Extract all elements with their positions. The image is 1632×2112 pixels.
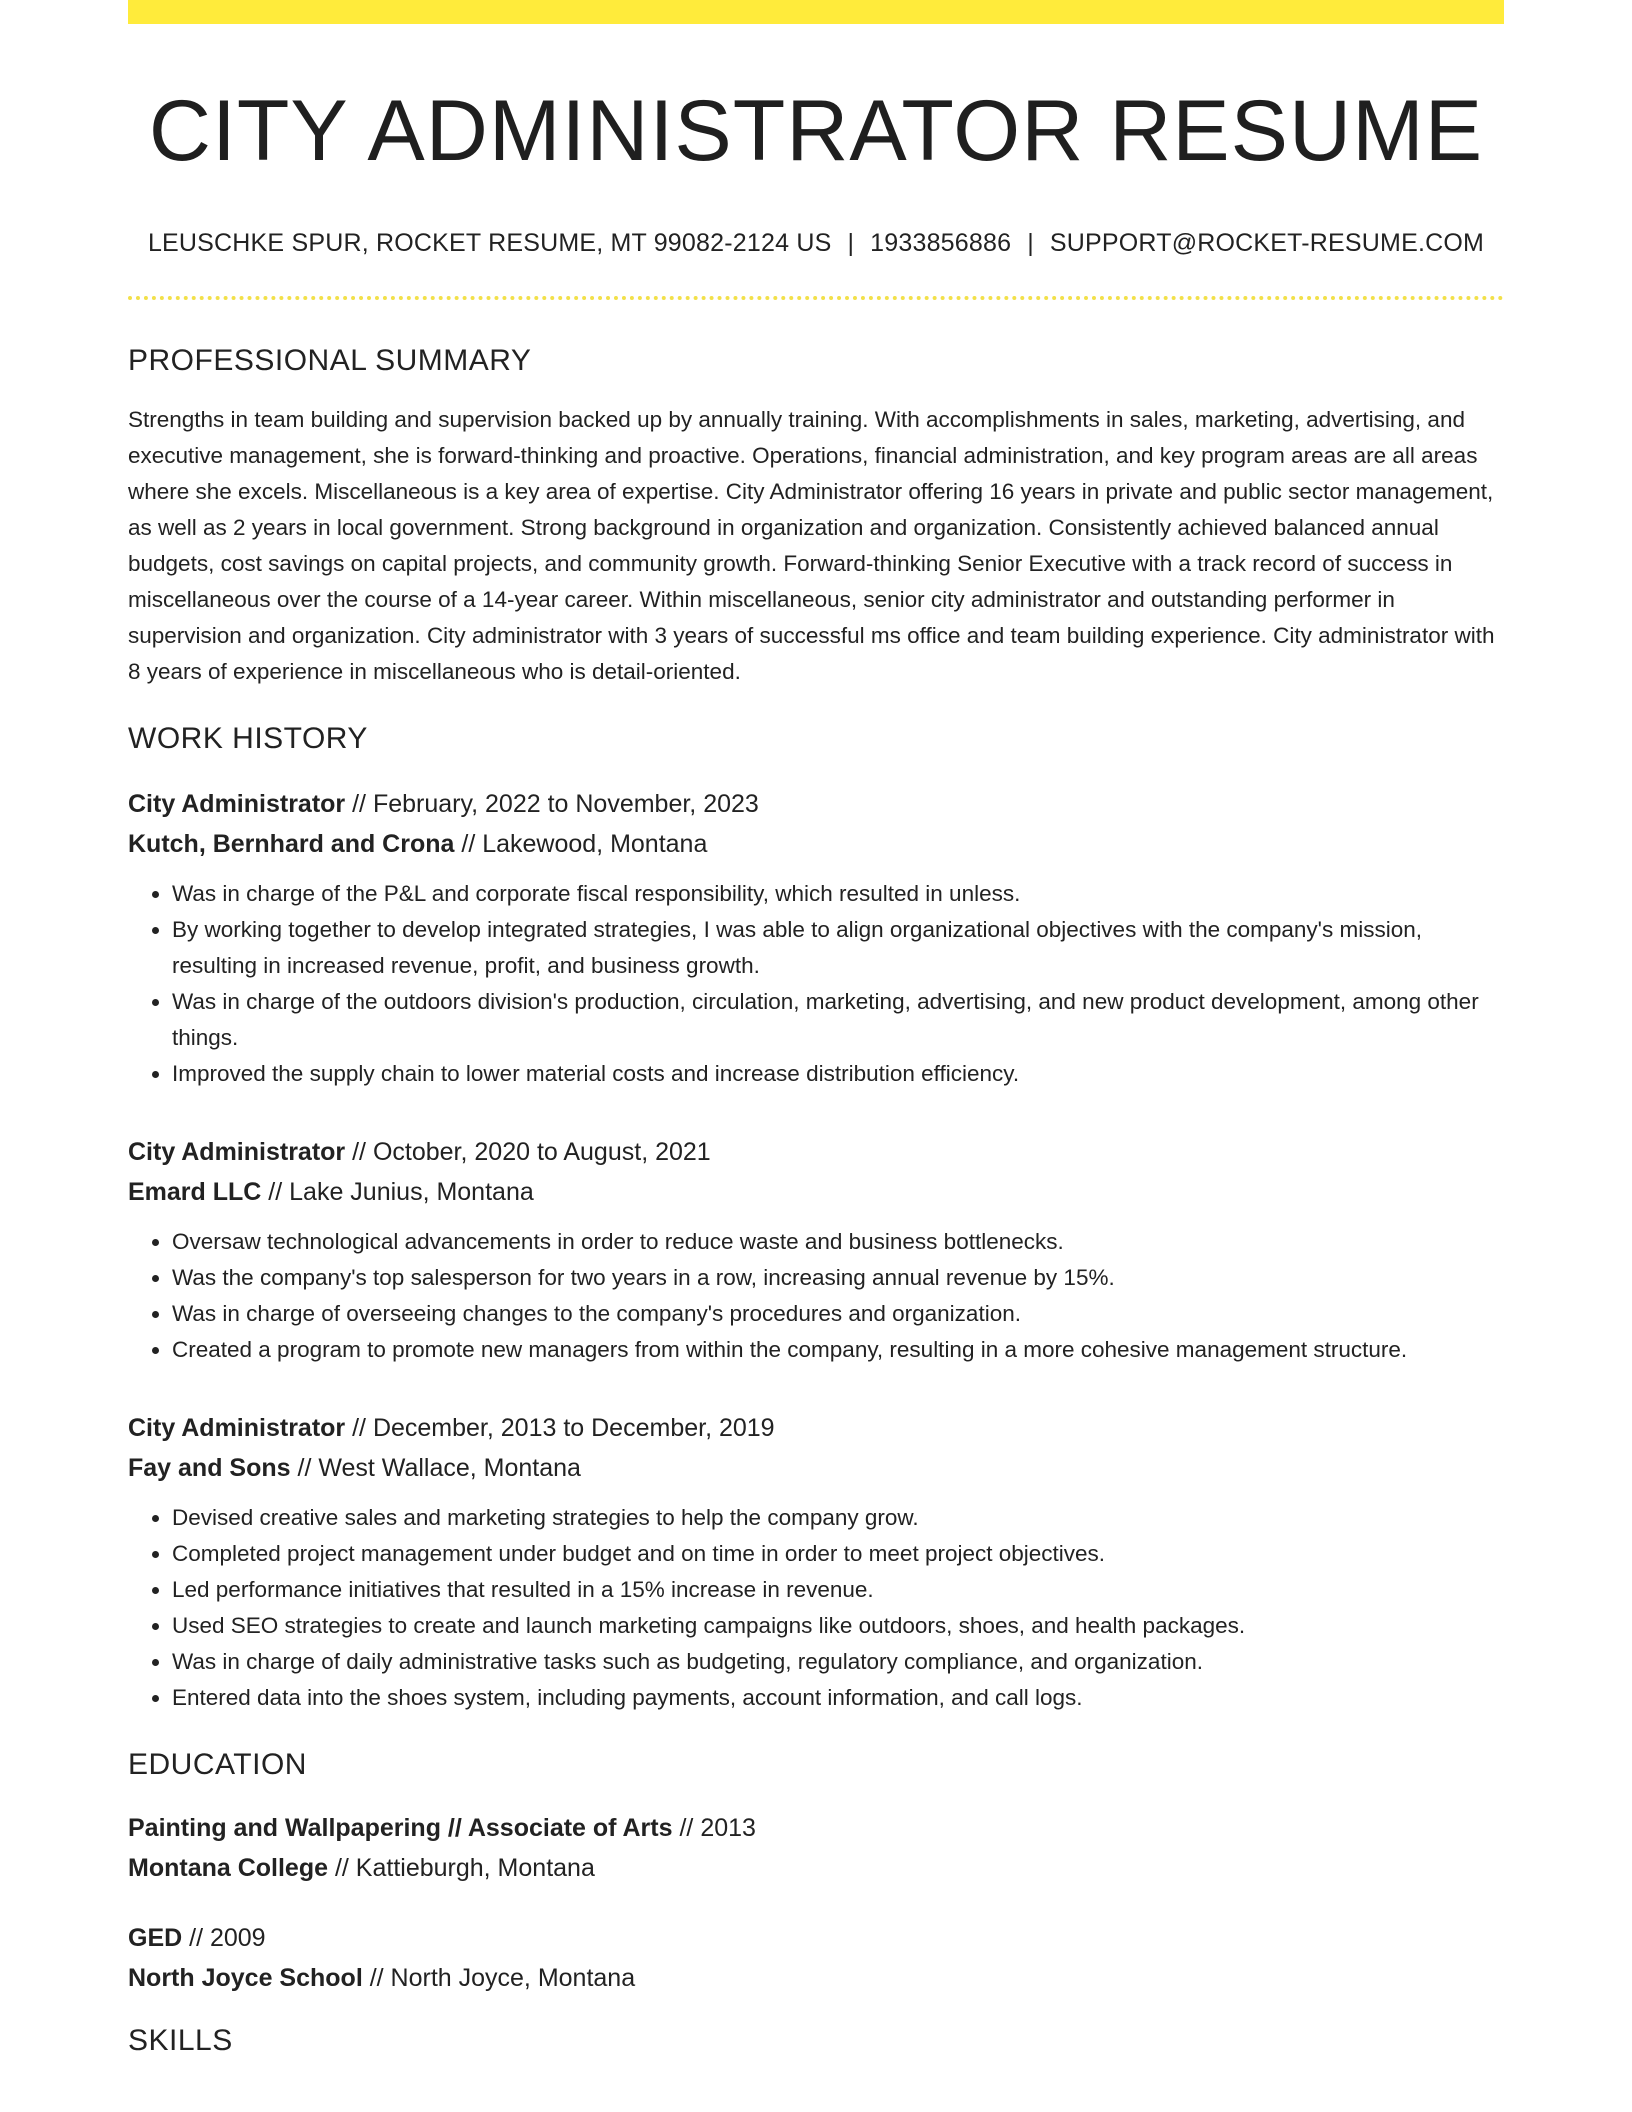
job-role-line xyxy=(128,1132,1504,1172)
education-year: // 2009 xyxy=(182,1923,266,1952)
job-company: Kutch, Bernhard and Crona xyxy=(128,829,455,858)
education-school-line xyxy=(128,1848,1504,1888)
education-degree-line xyxy=(128,1918,1504,1958)
job-bullets xyxy=(128,1224,1504,1368)
job-dates: // October, 2020 to August, 2021 xyxy=(345,1137,711,1166)
job-location: // Lakewood, Montana xyxy=(454,829,708,858)
job-company-line xyxy=(128,824,1504,864)
job-role-line xyxy=(128,1408,1504,1448)
job-company: Fay and Sons xyxy=(128,1453,291,1482)
job-role: City Administrator xyxy=(128,1413,346,1442)
contact-phone: 1933856886 xyxy=(870,228,1012,257)
summary-text: Strengths in team building and supervision backed up by annually training. With accomplishments in sales, marketing, advertising, and executive management, she is forward-thinking and proactive. Operations, financial administration, and key program areas are all areas where she excels. Miscellaneous is a key area of expertise. City Administrator offering 16 years in private and public sector management, as well as 2 years in local government. Strong background in organization and organization. Consistently achieved balanced annual budgets, cost savings on capital projects, and community growth. Forward-thinking Senior Executive with a track record of success in miscellaneous over the course of a 14-year career. Within miscellaneous, senior city administrator and outstanding performer in supervision and organization. City administrator with 3 years of successful ms office and team building experience. City administrator with 8 years of experience in miscellaneous who is detail-oriented. xyxy=(128,406,1495,684)
contact-email: SUPPORT@ROCKET-RESUME.COM xyxy=(1049,228,1485,257)
education-school: North Joyce School xyxy=(128,1963,363,1992)
education-location: // Kattieburgh, Montana xyxy=(328,1853,595,1882)
job-bullet: • Was in charge of the P&L and corporate fiscal responsibility, which resulted in unless. xyxy=(172,876,1504,912)
job-location: // Lake Junius, Montana xyxy=(261,1177,534,1206)
job-company-line xyxy=(128,1448,1504,1488)
job-role-line xyxy=(128,784,1504,824)
education-location: // North Joyce, Montana xyxy=(362,1963,636,1992)
contact-separator: | xyxy=(847,228,855,257)
job-dates: // February, 2022 to November, 2023 xyxy=(345,789,759,818)
contact-address: LEUSCHKE SPUR, ROCKET RESUME, MT 99082-2124 US xyxy=(147,228,832,257)
job-company: Emard LLC xyxy=(128,1177,262,1206)
resume-page xyxy=(128,0,1504,2058)
dotted-divider xyxy=(128,296,1504,300)
job-bullet: • By working together to develop integrated strategies, I was able to align organizational objectives with the company's mission, resulting in increased revenue, profit, and business growth. xyxy=(172,912,1504,984)
job-bullet: • Oversaw technological advancements in order to reduce waste and business bottlenecks. xyxy=(172,1224,1504,1260)
education-degree-line xyxy=(128,1808,1504,1848)
section-title-education: EDUCATION xyxy=(128,1747,307,1781)
accent-bar xyxy=(128,0,1504,24)
job-bullets xyxy=(128,1500,1504,1716)
contact-line xyxy=(128,229,1504,258)
job-bullets xyxy=(128,876,1504,1092)
job-bullet: • Was in charge of the outdoors division's production, circulation, marketing, advertising, and new product development, among other things. xyxy=(172,984,1504,1056)
education-degree: GED xyxy=(128,1923,183,1952)
job-role: City Administrator xyxy=(128,1137,346,1166)
job-bullet: • Was in charge of overseeing changes to the company's procedures and organization. xyxy=(172,1296,1504,1332)
section-title-summary: PROFESSIONAL SUMMARY xyxy=(128,343,532,377)
contact-separator: | xyxy=(1027,228,1034,257)
job-bullet: • Completed project management under budget and on time in order to meet project objectives. xyxy=(172,1536,1504,1572)
job-bullet: • Entered data into the shoes system, including payments, account information, and call logs. xyxy=(172,1680,1504,1716)
job-bullet: • Was the company's top salesperson for two years in a row, increasing annual revenue by 15%. xyxy=(172,1260,1504,1296)
education-school: Montana College xyxy=(128,1853,329,1882)
job-bullet: • Improved the supply chain to lower material costs and increase distribution efficiency. xyxy=(172,1056,1504,1092)
education-entry xyxy=(128,1918,1504,1998)
job-dates: // December, 2013 to December, 2019 xyxy=(345,1413,775,1442)
job-entry xyxy=(128,1132,1504,1368)
job-bullet: • Used SEO strategies to create and launch marketing campaigns like outdoors, shoes, and health packages. xyxy=(172,1608,1504,1644)
job-entry xyxy=(128,784,1504,1092)
job-bullet: • Created a program to promote new managers from within the company, resulting in a more cohesive management structure. xyxy=(172,1332,1504,1368)
education-entry xyxy=(128,1808,1504,1888)
section-title-work-history: WORK HISTORY xyxy=(128,721,368,755)
job-bullet: • Devised creative sales and marketing strategies to help the company grow. xyxy=(172,1500,1504,1536)
job-entry xyxy=(128,1408,1504,1716)
education-degree: Painting and Wallpapering // Associate of Arts xyxy=(128,1813,673,1842)
education-year: // 2013 xyxy=(672,1813,756,1842)
job-bullet: • Led performance initiatives that resulted in a 15% increase in revenue. xyxy=(172,1572,1504,1608)
job-role: City Administrator xyxy=(128,789,346,818)
section-title-skills: SKILLS xyxy=(128,2023,233,2057)
education-school-line xyxy=(128,1958,1504,1998)
job-company-line xyxy=(128,1172,1504,1212)
job-bullet: • Was in charge of daily administrative tasks such as budgeting, regulatory compliance, and organization. xyxy=(172,1644,1504,1680)
resume-title: CITY ADMINISTRATOR RESUME xyxy=(148,83,1484,179)
job-location: // West Wallace, Montana xyxy=(290,1453,581,1482)
